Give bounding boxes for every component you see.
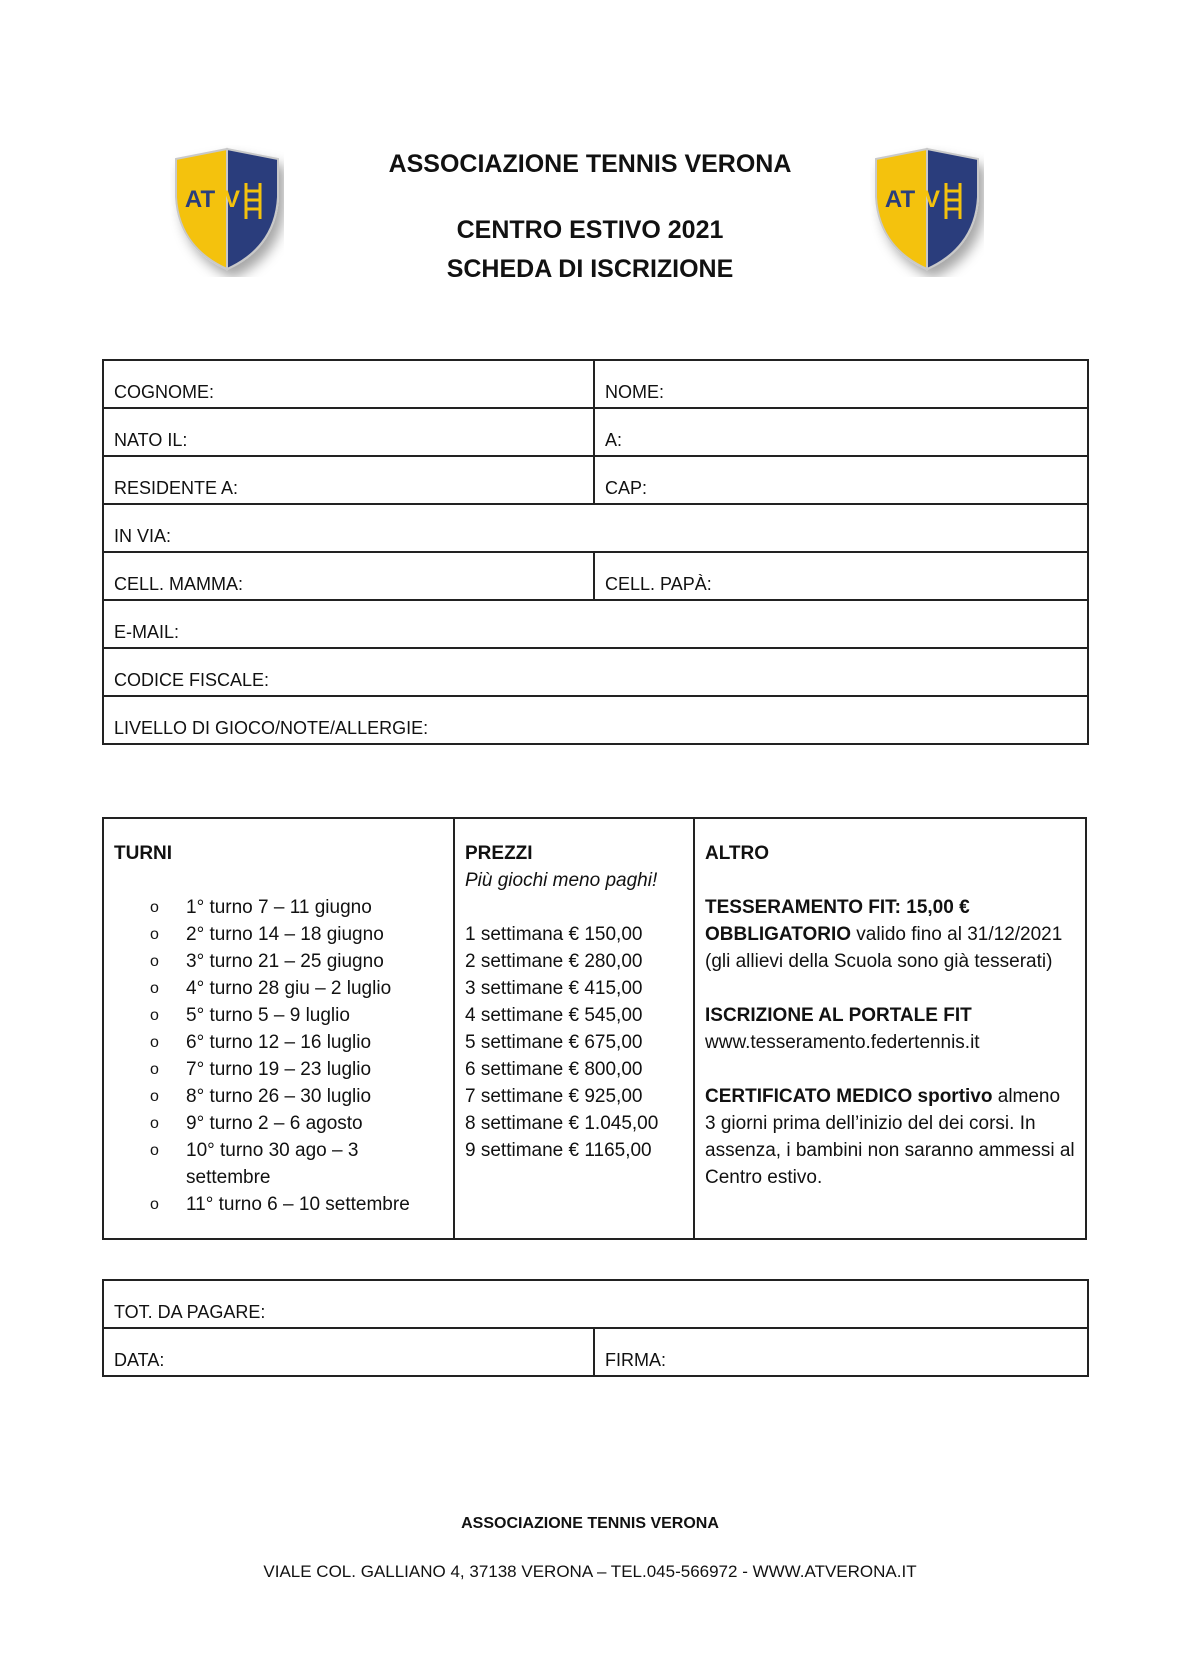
prezzo-item: 2 settimane € 280,00 <box>465 951 643 972</box>
portale-note: ISCRIZIONE AL PORTALE FIT www.tesseramento.federtennis.it <box>705 1005 980 1053</box>
prezzi-subtitle: Più giochi meno paghi! <box>465 870 658 891</box>
turni-heading: TURNI <box>114 843 173 864</box>
tot-da-pagare-field[interactable]: TOT. DA PAGARE: <box>103 1280 1088 1328</box>
svg-text:AT: AT <box>184 186 216 213</box>
turno-item[interactable]: o 8° turno 26 – 30 luglio <box>104 1083 453 1110</box>
certificato-note: CERTIFICATO MEDICO sportivo almeno 3 giorni prima dell’inizio del dei corsi. In assenza, i bambini non saranno ammessi al Centro estivo. <box>705 1086 1075 1188</box>
event-title: CENTRO ESTIVO 2021 <box>456 216 724 244</box>
turno-item[interactable]: o 10° turno 30 ago – 3 settembre <box>104 1137 453 1191</box>
checkbox-icon[interactable]: o <box>150 980 159 997</box>
prezzi-heading: PREZZI <box>465 843 533 864</box>
altro-column <box>695 819 1085 1238</box>
svg-text:V: V <box>223 186 241 213</box>
svg-text:V: V <box>923 186 941 213</box>
turno-item[interactable]: o 4° turno 28 giu – 2 luglio <box>104 975 453 1002</box>
luogo-nascita-field[interactable]: A: <box>594 408 1088 456</box>
personal-data-table <box>102 359 1089 745</box>
altro-content <box>705 894 1075 1218</box>
turno-item[interactable]: o 1° turno 7 – 11 giugno <box>104 894 453 921</box>
turno-item[interactable]: o 5° turno 5 – 9 luglio <box>104 1002 453 1029</box>
turno-item[interactable]: o 3° turno 21 – 25 giugno <box>104 948 453 975</box>
checkbox-icon[interactable]: o <box>150 1007 159 1024</box>
footer-name: ASSOCIAZIONE TENNIS VERONA <box>461 1515 719 1532</box>
checkbox-icon[interactable]: o <box>150 1088 159 1105</box>
livello-note-field[interactable]: LIVELLO DI GIOCO/NOTE/ALLERGIE: <box>103 696 1088 744</box>
info-table <box>102 817 1087 1240</box>
svg-text:AT: AT <box>884 186 916 213</box>
checkbox-icon[interactable]: o <box>150 953 159 970</box>
portale-link[interactable]: www.tesseramento.federtennis.it <box>705 1032 980 1053</box>
nome-field[interactable]: NOME: <box>594 360 1088 408</box>
checkbox-icon[interactable]: o <box>150 1034 159 1051</box>
nato-il-field[interactable]: NATO IL: <box>103 408 594 456</box>
codice-fiscale-field[interactable]: CODICE FISCALE: <box>103 648 1088 696</box>
turno-item[interactable]: o 7° turno 19 – 23 luglio <box>104 1056 453 1083</box>
checkbox-icon[interactable]: o <box>150 1196 159 1213</box>
turno-item[interactable]: o 9° turno 2 – 6 agosto <box>104 1110 453 1137</box>
prezzi-list <box>465 921 658 1164</box>
via-field[interactable]: IN VIA: <box>103 504 1088 552</box>
association-title: ASSOCIAZIONE TENNIS VERONA <box>388 150 792 178</box>
cell-papa-field[interactable]: CELL. PAPÀ: <box>594 552 1088 600</box>
cell-mamma-field[interactable]: CELL. MAMMA: <box>103 552 594 600</box>
firma-field[interactable]: FIRMA: <box>594 1328 1088 1376</box>
prezzo-item: 4 settimane € 545,00 <box>465 1005 643 1026</box>
email-field[interactable]: E-MAIL: <box>103 600 1088 648</box>
prezzo-item: 9 settimane € 1165,00 <box>465 1140 652 1161</box>
checkbox-icon[interactable]: o <box>150 899 159 916</box>
turno-item[interactable]: o 6° turno 12 – 16 luglio <box>104 1029 453 1056</box>
residente-field[interactable]: RESIDENTE A: <box>103 456 594 504</box>
prezzo-item: 7 settimane € 925,00 <box>465 1086 643 1107</box>
prezzo-item: 3 settimane € 415,00 <box>465 978 643 999</box>
altro-heading: ALTRO <box>705 843 770 864</box>
footer-address: VIALE COL. GALLIANO 4, 37138 VERONA – TEL.045-566972 - WWW.ATVERONA.IT <box>263 1562 917 1581</box>
cognome-field[interactable]: COGNOME: <box>103 360 594 408</box>
totals-table <box>102 1279 1089 1377</box>
checkbox-icon[interactable]: o <box>150 926 159 943</box>
cap-field[interactable]: CAP: <box>594 456 1088 504</box>
turni-column <box>104 819 455 1238</box>
prezzo-item: 6 settimane € 800,00 <box>465 1059 643 1080</box>
checkbox-icon[interactable]: o <box>150 1061 159 1078</box>
data-field[interactable]: DATA: <box>103 1328 594 1376</box>
turno-item[interactable]: o 11° turno 6 – 10 settembre <box>104 1191 453 1218</box>
prezzi-column <box>455 819 695 1238</box>
turni-list <box>104 894 453 1218</box>
prezzo-item: 8 settimane € 1.045,00 <box>465 1113 659 1134</box>
prezzo-item: 1 settimana € 150,00 <box>465 924 643 945</box>
prezzo-item: 5 settimane € 675,00 <box>465 1032 643 1053</box>
checkbox-icon[interactable]: o <box>150 1142 159 1159</box>
checkbox-icon[interactable]: o <box>150 1115 159 1132</box>
turno-item[interactable]: o 2° turno 14 – 18 giugno <box>104 921 453 948</box>
tesseramento-note: TESSERAMENTO FIT: 15,00 € OBBLIGATORIO valido fino al 31/12/2021 (gli allievi della Scuola sono già tesserati) <box>705 897 1063 972</box>
form-title: SCHEDA DI ISCRIZIONE <box>446 255 734 283</box>
